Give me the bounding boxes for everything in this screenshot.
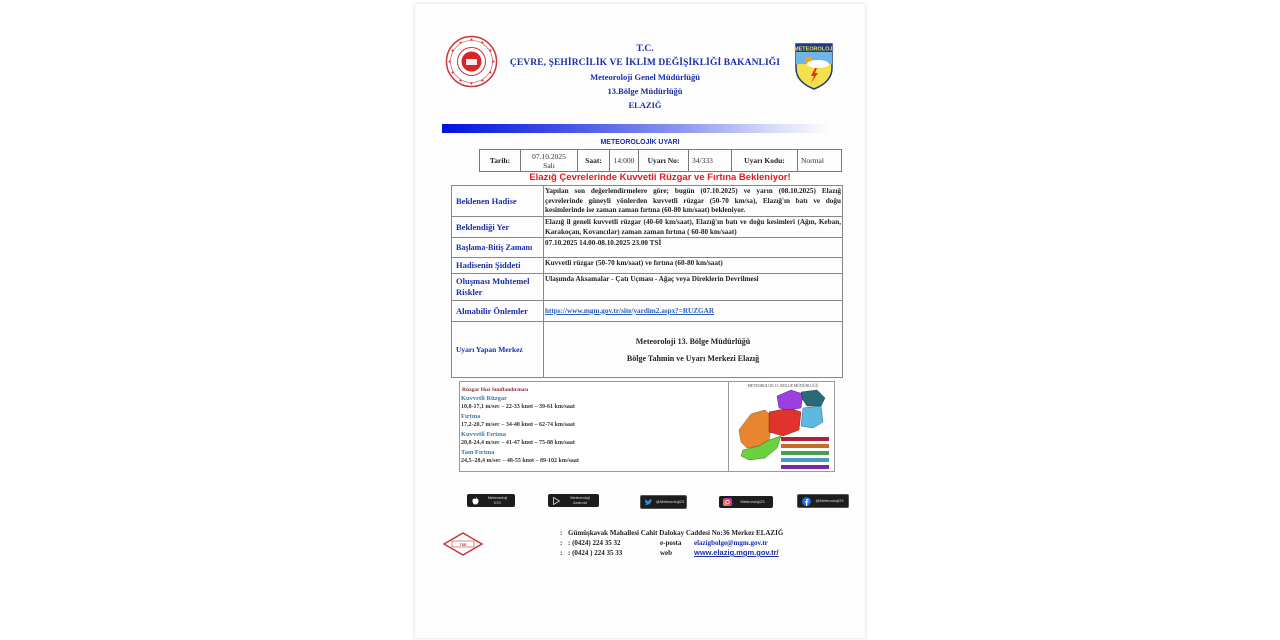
warning-code-label: Uyarı Kodu: — [732, 150, 798, 172]
detail-row — [452, 186, 843, 217]
classification-range: 17,2-20,7 m/sec – 34-40 knot – 62-74 km/saat — [461, 422, 575, 428]
footer-email-label: e-posta — [660, 539, 682, 547]
warning-no-label: Uyarı No: — [639, 150, 689, 172]
warning-headline: Elazığ Çevrelerinde Kuvvetli Rüzgar ve Fırtına Bekleniyor! — [529, 172, 791, 183]
classification-title: Rüzgar Hızı Sınıflandırması — [462, 387, 529, 393]
detail-value: 07.10.2025 14.00-08.10.2025 23.00 TSİ — [544, 238, 843, 258]
date-label: Tarih: — [480, 150, 521, 172]
footer-address-row: : Gümüşkavak Mahallesi Cahit Dalokay Caddesi No:36 Merkez ELAZIĞ — [560, 529, 784, 537]
classification-category: Fırtına — [461, 413, 481, 420]
footer-phone2: : (0424 ) 224 35 33 — [568, 549, 623, 557]
classification-range: 24,5–28,4 m/sec – 48-55 knot – 89-102 km/saat — [461, 458, 579, 464]
instagram-icon — [722, 498, 732, 507]
date-value: 07.10.2025 Salı — [521, 150, 578, 172]
issuing-center-line1: Meteoroloji 13. Bölge Müdürlüğü — [635, 337, 751, 346]
header-region: 13.Bölge Müdürlüğü — [607, 86, 683, 96]
warning-no-value: 34/333 — [689, 150, 732, 172]
classification-range: 20,8-24,4 m/sec – 41-47 knot – 75-88 km/saat — [461, 440, 575, 446]
detail-label: Beklendiği Yer — [452, 217, 544, 238]
footer-phone1: : (0424) 224 35 32 — [568, 539, 621, 547]
classification-category: Kuvvetli Fırtına — [461, 431, 506, 438]
detail-row — [452, 217, 843, 238]
header-directorate: Meteoroloji Genel Müdürlüğü — [590, 72, 700, 82]
svg-text:METEOROLOJİ: METEOROLOJİ — [794, 46, 834, 53]
detail-row — [452, 301, 843, 322]
detail-value: Ulaşımda Aksamalar - Çatı Uçması - Ağaç veya Direklerin Devrilmesi — [544, 274, 843, 301]
twitter-button[interactable]: @Meteoroloji23 — [640, 495, 687, 509]
twitter-icon — [644, 498, 654, 507]
warning-info-table — [479, 149, 842, 172]
facebook-icon — [801, 497, 811, 506]
warning-details-table — [451, 185, 843, 378]
instagram-button[interactable]: Meteoroloji23 — [719, 496, 773, 508]
ios-app-button[interactable]: Meteoroloji IOS — [467, 494, 515, 507]
footer-phone-row: : : (0424) 224 35 32 e-posta elazigbolge@mgm.gov.tr — [560, 539, 768, 547]
detail-label: Başlama-Bitiş Zamanı — [452, 238, 544, 258]
android-app-button[interactable]: Meteoroloji Android — [548, 494, 599, 507]
precautions-link[interactable]: https://www.mgm.gov.tr/site/yardim2.aspx?=RUZGAR — [545, 306, 715, 315]
classification-category: Kuvvetli Rüzgar — [461, 395, 508, 402]
footer-phone2-row: : : (0424 ) 224 35 33 web www.elazig.mgm.gov.tr/ — [560, 548, 779, 557]
classification-category: Tam Fırtına — [461, 449, 495, 456]
facebook-button[interactable]: @Meteoroloji23 — [797, 494, 849, 508]
detail-value: Elazığ il geneli kuvvetli rüzgar (40-60 km/saat), Elazığ'ın batı ve doğu kesimleri (Ağın, Keban, Karakoçan, Kovancılar) zaman zaman fırtına ( 60-80 km/saat) — [545, 218, 841, 236]
issuing-center — [544, 322, 843, 378]
footer-email[interactable]: elazigbolge@mgm.gov.tr — [694, 539, 768, 547]
footer-address: Gümüşkavak Mahallesi Cahit Dalokay Caddesi No:36 Merkez ELAZIĞ — [568, 529, 784, 537]
region-map — [728, 382, 834, 471]
day-value: Salı — [543, 160, 555, 170]
contact-footer — [560, 528, 860, 558]
wind-classification-list — [460, 382, 728, 471]
detail-row — [452, 322, 843, 378]
issuing-center-line2: Bölge Tahmin ve Uyarı Merkezi Elazığ — [626, 354, 760, 363]
header-divider-bar — [442, 124, 833, 133]
ministry-emblem-icon — [445, 35, 498, 88]
detail-label: Oluşması Muhtemel Riskler — [452, 274, 544, 301]
header-city: ELAZIĞ — [628, 100, 662, 110]
detail-value: Kuvvetli rüzgar (50-70 km/saat) ve fırtına (60-80 km/saat) — [544, 258, 843, 274]
time-value: 14:000 — [610, 150, 639, 172]
region-map-icon — [729, 382, 835, 471]
letterhead — [500, 42, 790, 112]
detail-row — [452, 274, 843, 301]
apple-icon — [470, 496, 480, 505]
detail-row — [452, 238, 843, 258]
wind-classification-panel — [459, 381, 835, 472]
meteoroloji-shield-icon — [794, 42, 834, 90]
svg-text:TSE: TSE — [459, 542, 467, 547]
warning-title: METEOROLOJİK UYARI — [600, 139, 680, 146]
classification-range: 10,8-17,1 m/sec – 22-33 knot – 39-61 km/saat — [461, 404, 575, 410]
detail-label: Alınabilir Önlemler — [452, 301, 544, 322]
detail-label: Beklenen Hadise — [452, 186, 544, 217]
header-tc: T.C. — [636, 44, 654, 54]
warning-code-value: Normal — [798, 150, 842, 172]
detail-value: Yapılan son değerlendirmelere göre; bugün (07.10.2025) ve yarın (08.10.2025) Elazığ çevrelerinde güneyli yönlerden kuvvetli rüzgar (50-70 km/sa), Elazığ'ın batı ve doğu kesimlerinde ise zaman zaman fırtına (60-80 km/saat) bekleniyor. — [544, 186, 843, 217]
map-title: METEOROLOJİ 13. BÖLGE MÜDÜRLÜĞÜ — [747, 384, 819, 388]
footer-web-label: web — [660, 549, 673, 557]
header-ministry: ÇEVRE, ŞEHİRCİLİK VE İKLİM DEĞİŞİKLİĞİ BAKANLIĞI — [509, 58, 781, 68]
detail-label: Hadisenin Şiddeti — [452, 258, 544, 274]
time-label: Saat: — [578, 150, 610, 172]
footer-web-link[interactable]: www.elazig.mgm.gov.tr/ — [694, 548, 779, 557]
detail-label: Uyarı Yapan Merkez — [452, 322, 544, 378]
play-store-icon — [551, 496, 561, 505]
tse-logo-icon — [443, 532, 483, 556]
detail-row — [452, 258, 843, 274]
